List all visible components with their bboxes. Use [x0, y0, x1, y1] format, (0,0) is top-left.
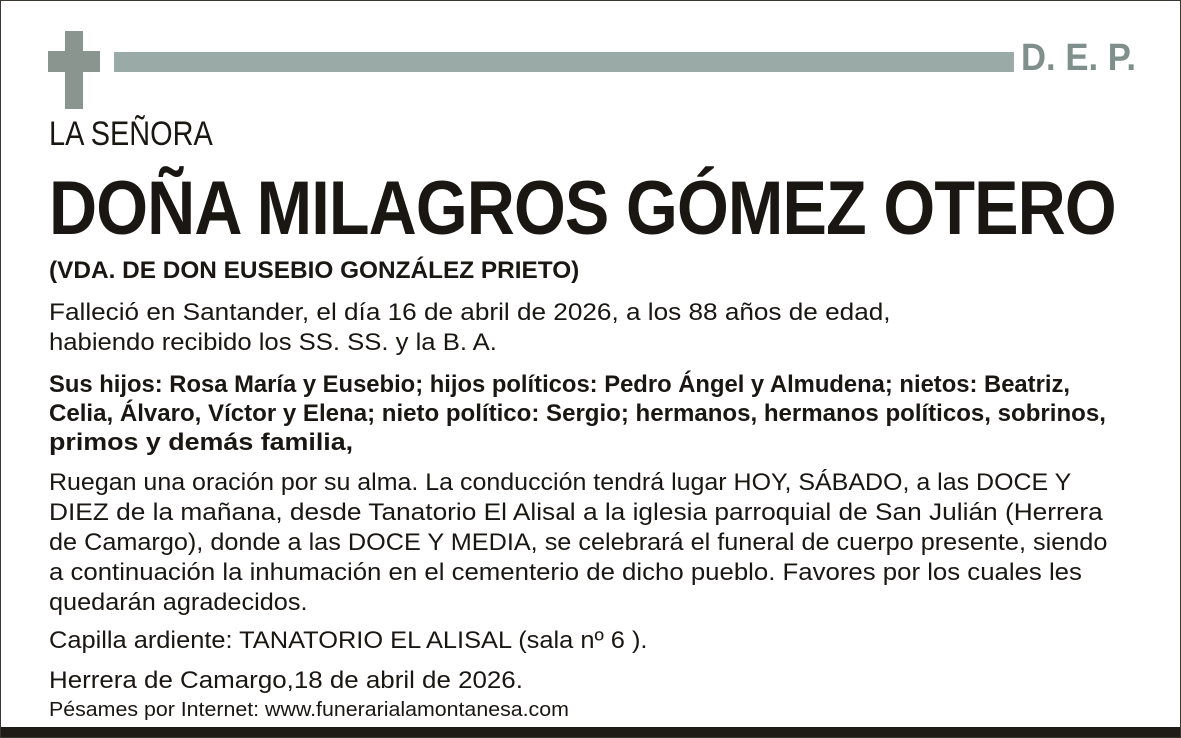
bottom-bar	[1, 727, 1180, 737]
widow-of: (VDA. DE DON EUSEBIO GONZÁLEZ PRIETO)	[49, 257, 580, 284]
intro-label: LA SEÑORA	[49, 115, 213, 153]
dep-label: D. E. P.	[1021, 37, 1137, 79]
place-date: Herrera de Camargo,18 de abril de 2026.	[49, 667, 523, 694]
header-rule	[114, 52, 1014, 72]
death-line: habiendo recibido los SS. SS. y la B. A.	[49, 329, 497, 356]
family-line: Sus hijos: Rosa María y Eusebio; hijos políticos: Pedro Ángel y Almudena; nietos: Beatriz,	[49, 371, 1070, 398]
ceremony-line: DIEZ de la mañana, desde Tanatorio El Alisal a la iglesia parroquial de San Julián (Herrera	[49, 499, 1103, 526]
chapel-info: Capilla ardiente: TANATORIO EL ALISAL (sala nº 6 ).	[49, 627, 648, 654]
condolences-link[interactable]: Pésames por Internet: www.funerarialamontanesa.com	[49, 699, 569, 721]
family-line: Celia, Álvaro, Víctor y Elena; nieto político: Sergio; hermanos, hermanos políticos, sobrinos,	[49, 400, 1106, 427]
ceremony-line: de Camargo), donde a las DOCE Y MEDIA, se celebrará el funeral de cuerpo presente, siendo	[49, 529, 1108, 556]
family-line: primos y demás familia,	[49, 429, 354, 456]
deceased-name: DOÑA MILAGROS GÓMEZ OTERO	[49, 166, 1116, 251]
ceremony-line: Ruegan una oración por su alma. La conducción tendrá lugar HOY, SÁBADO, a las DOCE Y	[49, 469, 1072, 496]
ceremony-line: a continuación la inhumación en el cementerio de dicho pueblo. Favores por los cuales les	[49, 559, 1082, 586]
ceremony-line: quedarán agradecidos.	[49, 589, 308, 616]
cross-icon-arm	[48, 51, 100, 72]
death-line: Falleció en Santander, el día 16 de abril de 2026, a los 88 años de edad,	[49, 299, 891, 326]
